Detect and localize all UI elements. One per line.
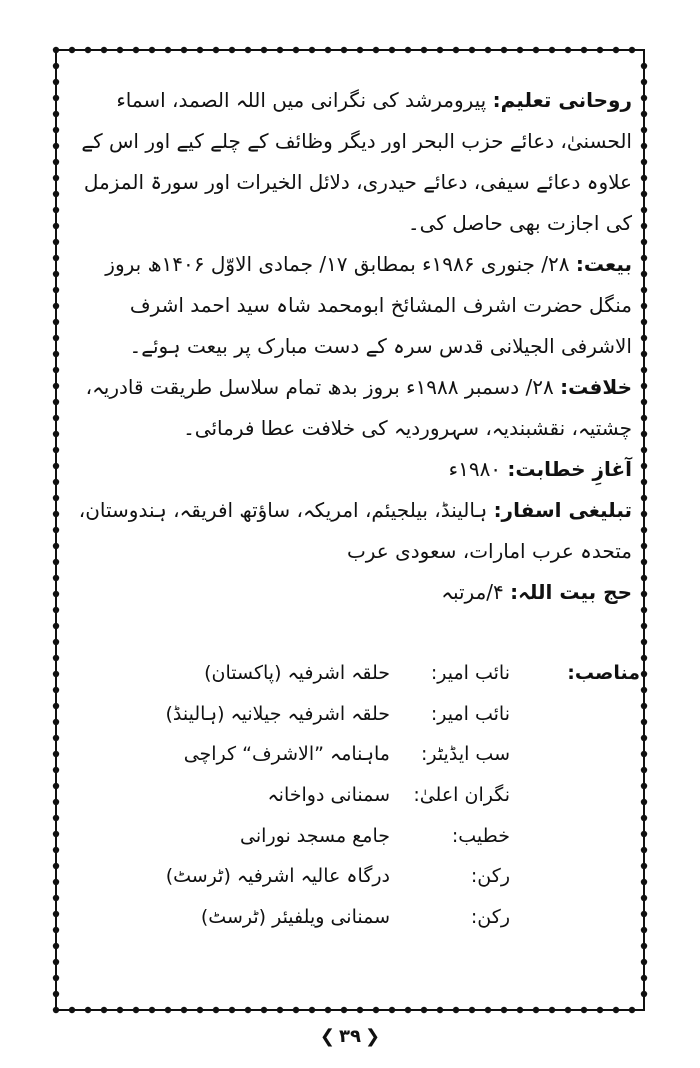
position-org: حلقہ اشرفیہ جیلانیہ (ہالینڈ) [165, 702, 390, 725]
positions-row [160, 784, 640, 825]
page-number-text: ۳۹ [339, 1026, 361, 1047]
position-role: نگران اعلیٰ: [413, 784, 510, 807]
positions-row [160, 743, 640, 784]
label: آغازِ خطابت: [507, 457, 632, 481]
paragraph-text: ۱۹۸۰ء [448, 457, 508, 481]
position-org: جامع مسجد نورانی [240, 824, 390, 847]
position-role: نائب امیر: [430, 662, 510, 684]
ornament-left-icon: ❮ [319, 1026, 335, 1047]
positions-row [160, 703, 640, 744]
position-org: درگاہ عالیہ اشرفیہ (ٹرسٹ) [165, 865, 390, 888]
positions-row [160, 865, 640, 906]
paragraph-text: ۲۸/ جنوری ۱۹۸۶ء بمطابق ۱۷/ جمادی الاوّل ۱۴۰۶ھ بروز منگل حضرت اشرف المشائخ ابومحمد شاہ سید احمد اشرف الاشرفی الجیلانی قدس سرہ کے دست مبارک پر بیعت ہوئے۔ [105, 252, 632, 358]
position-org: حلقہ اشرفیہ (پاکستان) [204, 662, 390, 684]
positions-row [160, 825, 640, 866]
label: خلافت: [560, 375, 632, 399]
position-role: نائب امیر: [430, 702, 510, 725]
position-org: سمنانی ویلفیئر (ٹرسٹ) [200, 906, 390, 929]
position-role: سب ایڈیٹر: [420, 743, 510, 766]
label: حج بیت اللہ: [510, 580, 632, 604]
paragraph-oratory [72, 449, 632, 490]
paragraph-hajj [72, 572, 632, 613]
paragraph-text: ۴/مرتبہ [441, 580, 511, 604]
paragraph-bayat [72, 244, 632, 367]
paragraph-text: ۲۸/ دسمبر ۱۹۸۸ء بروز بدھ تمام سلاسل طریقت قادریہ، چشتیہ، نقشبندیہ، سہروردیہ کی خلافت عطا فرمائی۔ [85, 375, 632, 440]
body-text [72, 80, 632, 613]
paragraph-khilafat [72, 367, 632, 449]
position-role: خطیب: [451, 824, 510, 847]
paragraph-spiritual-education [72, 80, 632, 244]
ornament-right-icon: ❯ [364, 1026, 381, 1047]
label: تبلیغی اسفار: [493, 498, 632, 522]
label: بیعت: [575, 252, 632, 276]
position-role: رکن: [470, 906, 510, 929]
positions-label: مناصب: [567, 662, 640, 684]
position-role: رکن: [470, 865, 510, 888]
positions-row [160, 662, 640, 703]
positions-list [160, 662, 640, 947]
page-number [0, 1026, 700, 1047]
paragraph-text: پیرومرشد کی نگرانی میں اللہ الصمد، اسماء الحسنیٰ، دعائے حزب البحر اور دیگر وظائف کے چلے کیے اور اس کے علاوہ دعائے سیفی، دعائے حیدری، دلائل الخیرات اور سورۃ المزمل کی اجازت بھی حاصل کی۔ [81, 88, 632, 235]
positions-row [160, 906, 640, 947]
label: روحانی تعلیم: [492, 88, 632, 112]
paragraph-travels [72, 490, 632, 572]
paragraph-text: ہالینڈ، بیلجیئم، امریکہ، ساؤتھ افریقہ، ہندوستان، متحدہ عرب امارات، سعودی عرب [78, 498, 632, 563]
position-org: سمنانی دواخانہ [267, 784, 390, 807]
position-org: ماہنامہ ”الاشرف“ کراچی [183, 743, 390, 766]
